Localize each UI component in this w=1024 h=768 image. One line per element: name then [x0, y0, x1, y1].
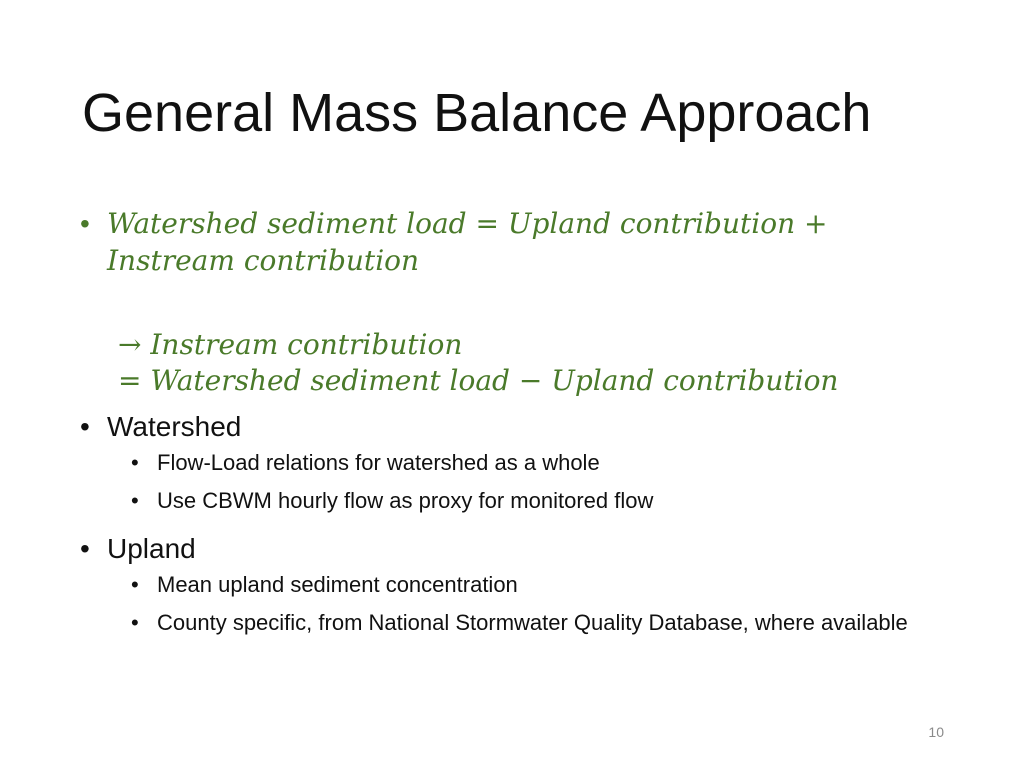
list-item: • Mean upland sediment concentration: [131, 571, 937, 599]
slide-title: General Mass Balance Approach: [82, 83, 872, 143]
watershed-sublist: [80, 449, 970, 515]
page-number: 10: [928, 724, 944, 740]
slide-content: [80, 205, 970, 647]
equation-line-1: • Watershed sediment load = Upland contribution +: [107, 207, 828, 240]
list-item: • Flow-Load relations for watershed as a whole: [131, 449, 937, 477]
derived-equation: [118, 327, 970, 399]
list-item: • County specific, from National Stormwater Quality Database, where available: [131, 609, 937, 637]
mass-balance-equation: [80, 205, 970, 279]
list-item: • Use CBWM hourly flow as proxy for monitored flow: [131, 487, 937, 515]
section-heading-upland: • Upland: [80, 531, 970, 567]
upland-sublist: [80, 571, 970, 637]
section-heading-watershed: • Watershed: [80, 409, 970, 445]
equation-line-2: Instream contribution: [107, 244, 420, 277]
derived-line-1: → Instream contribution: [118, 328, 463, 361]
derived-line-2: = Watershed sediment load − Upland contribution: [118, 364, 839, 397]
